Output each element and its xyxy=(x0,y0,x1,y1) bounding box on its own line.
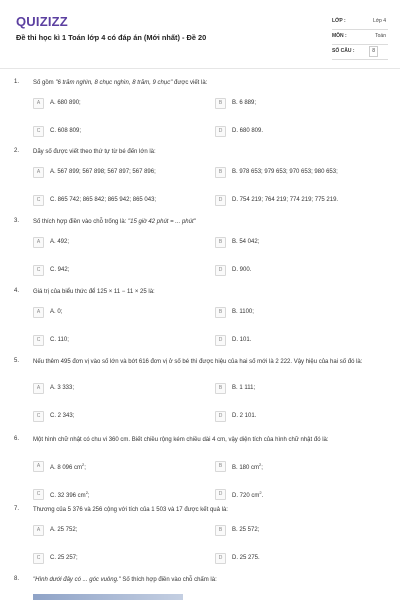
option-text: B. 978 653; 979 653; 970 653; 980 653; xyxy=(232,169,338,175)
worksheet-header xyxy=(0,0,400,68)
answer-option-c[interactable] xyxy=(33,125,81,137)
question-text xyxy=(33,506,385,515)
option-letter-box: B xyxy=(215,237,226,248)
meta-class-value: Lớp 4 xyxy=(372,18,386,24)
answer-option-b[interactable] xyxy=(215,524,259,536)
answer-option-d[interactable] xyxy=(215,334,251,346)
option-letter-box: D xyxy=(215,265,226,276)
question-text-part: Số gồm xyxy=(33,80,56,86)
answer-option-d[interactable] xyxy=(215,552,260,564)
question-text-italic: "Hình dưới đây có ... góc vuông." xyxy=(33,577,121,583)
option-letter-box: D xyxy=(215,411,226,422)
question-text xyxy=(33,436,385,445)
option-letter-box: C xyxy=(33,553,44,564)
answer-option-d[interactable] xyxy=(215,410,256,422)
option-letter-box: A xyxy=(33,167,44,178)
option-text: D. 101. xyxy=(232,337,252,343)
option-superscript: 2 xyxy=(259,489,262,495)
question-number: 8. xyxy=(14,576,20,582)
option-superscript: 2 xyxy=(259,461,262,467)
option-text: D. 754 219; 764 219; 774 219; 775 219. xyxy=(232,197,339,203)
option-text: D. 680 809. xyxy=(232,128,264,134)
option-letter-box: B xyxy=(215,167,226,178)
question-5 xyxy=(0,358,400,418)
question-text xyxy=(33,148,385,157)
question-text-part: Nếu thêm 495 đơn vị vào số lớn và bớt 616 đơn vị ở số bé thì được hiệu của hai số mới là 2 222. Vậy hiệu của hai số đó là: xyxy=(33,359,363,365)
option-text: B. 6 889; xyxy=(232,100,257,106)
answer-option-c[interactable] xyxy=(33,488,90,500)
option-text: A. 25 752; xyxy=(50,527,78,533)
option-text: C. 2 343; xyxy=(50,413,75,419)
question-text-part: Giá trị của biểu thức để 125 × 11 − 11 × 25 là: xyxy=(33,289,155,295)
option-letter-box: C xyxy=(33,195,44,206)
answer-option-a[interactable] xyxy=(33,306,62,318)
option-letter-box: C xyxy=(33,126,44,137)
question-6 xyxy=(0,436,400,499)
answer-option-a[interactable] xyxy=(33,524,77,536)
meta-subject-row xyxy=(332,30,388,45)
meta-subject-label: MÔN : xyxy=(332,33,347,39)
option-text: D. 2 101. xyxy=(232,413,257,419)
meta-count-row xyxy=(332,45,388,60)
question-text-italic: "6 trăm nghìn, 8 chục nghìn, 8 trăm, 9 chục" xyxy=(55,80,173,86)
question-text-part: Thương của 5 376 và 256 cộng với tích của 1 503 và 17 được kết quả là: xyxy=(33,507,228,513)
option-text: D. 720 $cm^2$. xyxy=(232,489,264,499)
option-letter-box: A xyxy=(33,98,44,109)
option-letter-box: A xyxy=(33,525,44,536)
option-text: C. 32 396 $cm^2$; xyxy=(50,489,90,499)
option-letter-box: D xyxy=(215,335,226,346)
question-4 xyxy=(0,288,400,348)
question-text-part: Số thích hợp điền vào chỗ chấm là: xyxy=(120,577,217,583)
option-text: C. 942; xyxy=(50,267,70,273)
answer-option-c[interactable] xyxy=(33,552,78,564)
question-text-part: Một hình chữ nhật có chu vi 360 cm. Biết chiều rộng kém chiều dài 4 cm, vậy diện tích của hình chữ nhật đó là: xyxy=(33,437,329,443)
question-2 xyxy=(0,148,400,208)
answer-option-b[interactable] xyxy=(215,166,338,178)
option-letter-box: B xyxy=(215,461,226,472)
answer-option-b[interactable] xyxy=(215,382,255,394)
worksheet-meta xyxy=(332,15,388,60)
meta-count-value: 8 xyxy=(369,46,378,57)
option-letter-box: A xyxy=(33,237,44,248)
answer-option-a[interactable] xyxy=(33,382,74,394)
question-number: 2. xyxy=(14,148,20,154)
option-text: A. 0; xyxy=(50,309,63,315)
answer-option-b[interactable] xyxy=(215,97,256,109)
option-letter-box: A xyxy=(33,383,44,394)
answer-option-a[interactable] xyxy=(33,236,69,248)
option-text: B. 180 $cm^2$; xyxy=(232,461,263,471)
answer-option-a[interactable] xyxy=(33,166,156,178)
option-text: A. 8 096 $cm^2$; xyxy=(50,461,86,471)
option-letter-box: B xyxy=(215,98,226,109)
option-superscript: 2 xyxy=(85,489,88,495)
answer-option-d[interactable] xyxy=(215,194,338,206)
question-number: 7. xyxy=(14,506,20,512)
answer-option-a[interactable] xyxy=(33,460,86,472)
answer-option-d[interactable] xyxy=(215,488,263,500)
option-letter-box: B xyxy=(215,525,226,536)
answer-option-d[interactable] xyxy=(215,264,251,276)
question-8-figure xyxy=(33,594,183,600)
answer-option-c[interactable] xyxy=(33,194,156,206)
question-number: 4. xyxy=(14,288,20,294)
option-text: B. 25 572; xyxy=(232,527,260,533)
option-text: D. 900. xyxy=(232,267,252,273)
option-letter-box: D xyxy=(215,553,226,564)
meta-class-label: LỚP : xyxy=(332,18,346,24)
option-text: B. 1100; xyxy=(232,309,254,315)
option-letter-box: C xyxy=(33,265,44,276)
meta-count-label: SỐ CÂU : xyxy=(332,48,355,54)
option-text: C. 25 257; xyxy=(50,555,78,561)
option-superscript: 2 xyxy=(82,461,85,467)
option-letter-box: D xyxy=(215,195,226,206)
option-letter-box: C xyxy=(33,489,44,500)
answer-option-d[interactable] xyxy=(215,125,263,137)
question-text-part: Dãy số được viết theo thứ tự từ bé đến lớn là: xyxy=(33,149,156,155)
question-text xyxy=(33,358,385,367)
question-text-italic: "15 giờ 42 phút = ... phút" xyxy=(128,219,196,225)
option-letter-box: C xyxy=(33,411,44,422)
option-letter-box: A xyxy=(33,307,44,318)
answer-option-c[interactable] xyxy=(33,334,69,346)
question-text-part: Số thích hợp điền vào chỗ trống là: xyxy=(33,219,128,225)
question-1 xyxy=(0,79,400,139)
answer-option-c[interactable] xyxy=(33,410,74,422)
option-letter-box: D xyxy=(215,489,226,500)
option-text: C. 110; xyxy=(50,337,69,343)
question-3 xyxy=(0,218,400,278)
option-letter-box: B xyxy=(215,383,226,394)
question-text-part: được viết là: xyxy=(172,80,208,86)
answer-option-b[interactable] xyxy=(215,460,263,472)
option-text: A. 3 333; xyxy=(50,385,75,391)
option-letter-box: B xyxy=(215,307,226,318)
question-text xyxy=(33,288,385,297)
option-text: A. 567 899; 567 898; 567 897; 567 896; xyxy=(50,169,156,175)
option-letter-box: C xyxy=(33,335,44,346)
meta-class-row xyxy=(332,15,388,30)
answer-option-a[interactable] xyxy=(33,97,81,109)
option-text: A. 492; xyxy=(50,239,70,245)
option-text: A. 680 890; xyxy=(50,100,81,106)
question-text xyxy=(33,218,385,227)
question-text xyxy=(33,79,385,88)
question-number: 3. xyxy=(14,218,20,224)
answer-option-b[interactable] xyxy=(215,306,254,318)
header-divider xyxy=(0,68,400,69)
answer-option-c[interactable] xyxy=(33,264,69,276)
document-title: Đề thi học kì 1 Toán lớp 4 có đáp án (Mới nhất) - Đề 20 xyxy=(16,33,207,42)
question-number: 6. xyxy=(14,436,20,442)
question-7 xyxy=(0,506,400,566)
question-number: 5. xyxy=(14,358,20,364)
option-text: B. 54 042; xyxy=(232,239,260,245)
option-text: C. 608 809; xyxy=(50,128,82,134)
answer-option-b[interactable] xyxy=(215,236,259,248)
option-text: B. 1 111; xyxy=(232,385,256,391)
option-text: D. 25 275. xyxy=(232,555,260,561)
question-number: 1. xyxy=(14,79,20,85)
option-text: C. 865 742; 865 842; 865 942; 865 043; xyxy=(50,197,157,203)
option-letter-box: A xyxy=(33,461,44,472)
question-text xyxy=(33,576,385,585)
option-letter-box: D xyxy=(215,126,226,137)
meta-subject-value: Toán xyxy=(375,33,386,39)
quizizz-logo: QUIZIZZ xyxy=(16,14,68,29)
